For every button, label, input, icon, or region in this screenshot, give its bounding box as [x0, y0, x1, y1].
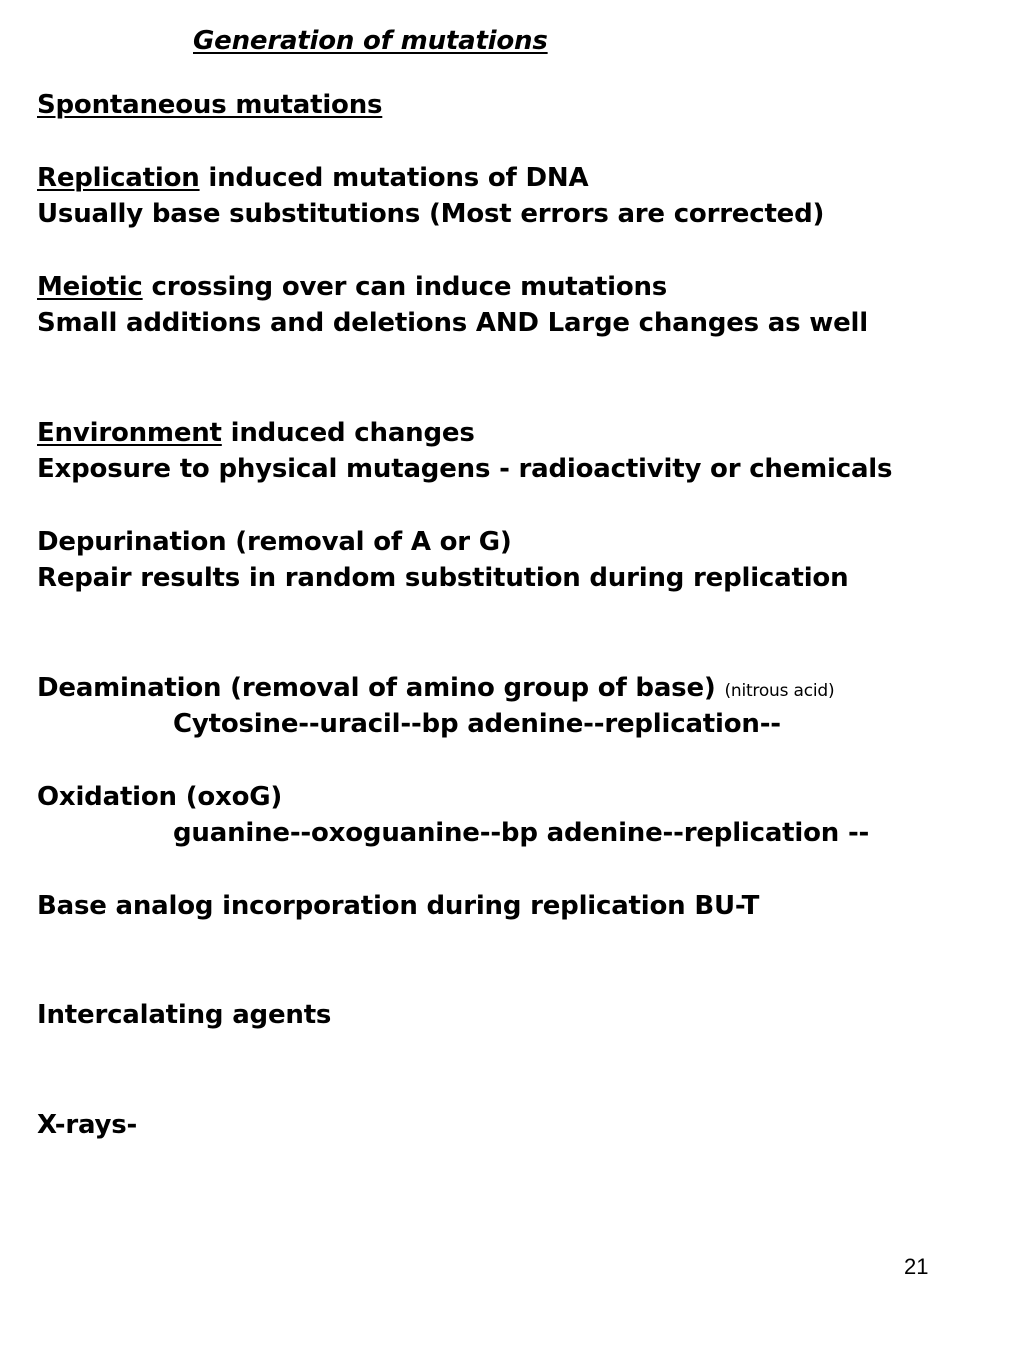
replication-line — [37, 161, 588, 195]
replication-detail: Usually base substitutions (Most errors are corrected) — [37, 199, 825, 229]
page-number: 21 — [904, 1254, 929, 1279]
environment-detail: Exposure to physical mutagens - radioactivity or chemicals — [37, 454, 893, 484]
depurination-detail: Repair results in random substitution during replication — [37, 563, 849, 593]
replication-keyword: Replication — [37, 163, 200, 193]
intercalating-agents-line: Intercalating agents — [37, 1000, 332, 1030]
meiotic-rest: crossing over can induce mutations — [142, 272, 668, 302]
meiotic-keyword: Meiotic — [37, 272, 143, 302]
page-title: Generation of mutations — [193, 26, 548, 56]
oxidation-detail: guanine--oxoguanine--bp adenine--replication -- — [173, 818, 870, 848]
environment-keyword: Environment — [37, 418, 222, 448]
environment-rest: induced changes — [221, 418, 475, 448]
spontaneous-mutations-heading: Spontaneous mutations — [37, 90, 383, 120]
base-analog-line: Base analog incorporation during replication BU-T — [37, 891, 760, 921]
environment-line — [37, 416, 475, 450]
oxidation-heading: Oxidation (oxoG) — [37, 782, 283, 812]
replication-rest: induced mutations of DNA — [199, 163, 589, 193]
deamination-heading: Deamination (removal of amino group of base) — [37, 673, 725, 703]
depurination-heading: Depurination (removal of A or G) — [37, 527, 512, 557]
deamination-detail: Cytosine--uracil--bp adenine--replication-- — [173, 709, 781, 739]
meiotic-detail: Small additions and deletions AND Large changes as well — [37, 308, 868, 338]
deamination-note: (nitrous acid) — [724, 681, 835, 701]
deamination-line — [37, 671, 834, 708]
x-rays-line: X-rays- — [37, 1110, 138, 1140]
meiotic-line — [37, 270, 667, 304]
